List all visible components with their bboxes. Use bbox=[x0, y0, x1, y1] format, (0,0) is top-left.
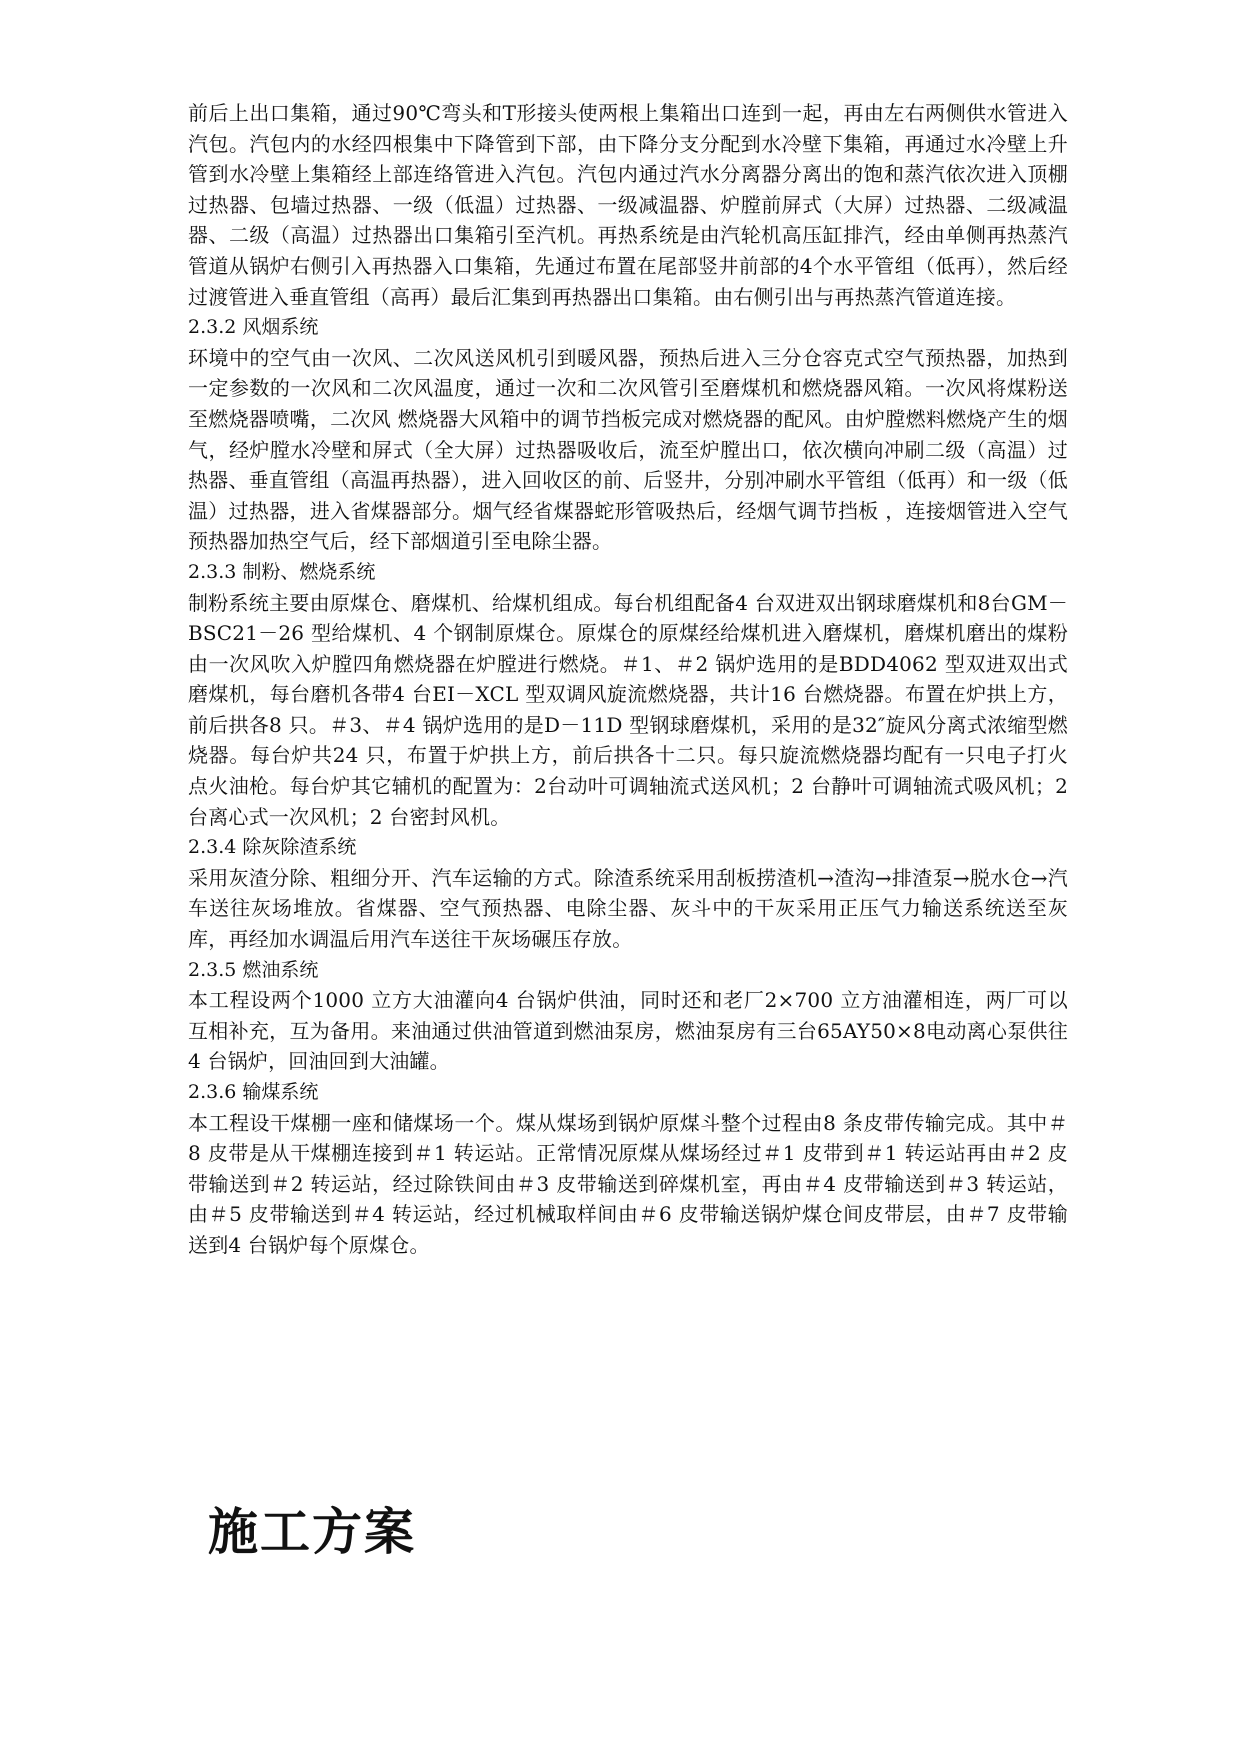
document-body bbox=[188, 98, 1068, 1261]
paragraph-coal-conveying-system: 本工程设干煤棚一座和储煤场一个。煤从煤场到锅炉原煤斗整个过程由8 条皮带传输完成。其中＃8 皮带是从干煤棚连接到＃1 转运站。正常情况原煤从煤场经过＃1 皮带到＃1 转运站再由＃2 皮带输送到＃2 转运站，经过除铁间由＃3 皮带输送到碎煤机室，再由＃4 皮带输送到＃3 转运站，由＃5 皮带输送到＃4 转运站，经过机械取样间由＃6 皮带输送锅炉煤仓间皮带层，由＃7 皮带输送到4 台锅炉每个原煤仓。 bbox=[188, 1110, 1068, 1257]
paragraph-fuel-oil-system: 本工程设两个1000 立方大油灌向4 台锅炉供油，同时还和老厂2×700 立方油灌相连，两厂可以互相补充，互为备用。来油通过供油管道到燃油泵房，燃油泵房有三台65AY50×8电动离心泵供往4 台锅炉，回油回到大油罐。 bbox=[188, 988, 1068, 1074]
heading-fuel-oil-system: 2.3.5 燃油系统 bbox=[188, 958, 319, 981]
heading-air-flue-system: 2.3.2 风烟系统 bbox=[188, 316, 319, 339]
heading-pulverizing-combustion-system: 2.3.3 制粉、燃烧系统 bbox=[188, 560, 376, 583]
heading-ash-slag-removal-system: 2.3.4 除灰除渣系统 bbox=[188, 836, 357, 859]
heading-coal-conveying-system: 2.3.6 输煤系统 bbox=[188, 1081, 319, 1103]
paragraph-air-flue-system: 环境中的空气由一次风、二次风送风机引到暖风器，预热后进入三分仓容克式空气预热器，加热到一定参数的一次风和二次风温度，通过一次和二次风管引至磨煤机和燃烧器风箱。一次风将煤粉送至燃烧器喷嘴，二次风 燃烧器大风箱中的调节挡板完成对燃烧器的配风。由炉膛燃料燃烧产生的烟气，经炉膛水冷壁和屏式（全大屏）过热器吸收后，流至炉膛出口，依次横向冲刷二级（高温）过热器、垂直管组（高温再热器），进入回收区的前、后竖井，分别冲刷水平管组（低再）和一级（低温）过热器，进入省煤器部分。烟气经省煤器蛇形管吸热后，经烟气调节挡板 ，连接烟管进入空气预热器加热空气后，经下部烟道引至电除尘器。 bbox=[188, 345, 1068, 554]
construction-plan-title: 施工方案 bbox=[208, 1503, 416, 1561]
paragraph-steam-water-system: 前后上出口集箱，通过90℃弯头和T形接头使两根上集箱出口连到一起，再由左右两侧供水管进入汽包。汽包内的水经四根集中下降管到下部，由下降分支分配到水冷壁下集箱，再通过水冷壁上升管到水冷壁上集箱经上部连络管进入汽包。汽包内通过汽水分离器分离出的饱和蒸汽依次进入顶棚过热器、包墙过热器、一级（低温）过热器、一级减温器、炉膛前屏式（大屏）过热器、二级减温器、二级（高温）过热器出口集箱引至汽机。再热系统是由汽轮机高压缸排汽，经由单侧再热蒸汽管道从锅炉右侧引入再热器入口集箱，先通过布置在尾部竖井前部的4个水平管组（低再），然后经过渡管进入垂直管组（高再）最后汇集到再热器出口集箱。由右侧引出与再热蒸汽管道连接。 bbox=[188, 101, 1068, 309]
paragraph-ash-slag-removal-system: 采用灰渣分除、粗细分开、汽车运输的方式。除渣系统采用刮板捞渣机→渣沟→排渣泵→脱水仓→汽车送往灰场堆放。省煤器、空气预热器、电除尘器、灰斗中的干灰采用正压气力输送系统送至灰库，再经加水调温后用汽车送往干灰场碾压存放。 bbox=[188, 865, 1068, 952]
paragraph-pulverizing-combustion-system: 制粉系统主要由原煤仓、磨煤机、给煤机组成。每台机组配备4 台双进双出钢球磨煤机和8台GM－BSC21－26 型给煤机、4 个钢制原煤仓。原煤仓的原煤经给煤机进入磨煤机，磨煤机磨出的煤粉由一次风吹入炉膛四角燃烧器在炉膛进行燃烧。＃1、＃2 锅炉选用的是BDD4062 型双进双出式磨煤机，每台磨机各带4 台EI－XCL 型双调风旋流燃烧器，共计16 台燃烧器。布置在炉拱上方，前后拱各8 只。＃3、＃4 锅炉选用的是D－11D 型钢球磨煤机，采用的是32″旋风分离式浓缩型燃烧器。每台炉共24 只，布置于炉拱上方，前后拱各十二只。每只旋流燃烧器均配有一只电子打火点火油枪。每台炉其它辅机的配置为：2台动叶可调轴流式送风机；2 台静叶可调轴流式吸风机；2 台离心式一次风机；2 台密封风机。 bbox=[188, 590, 1068, 829]
